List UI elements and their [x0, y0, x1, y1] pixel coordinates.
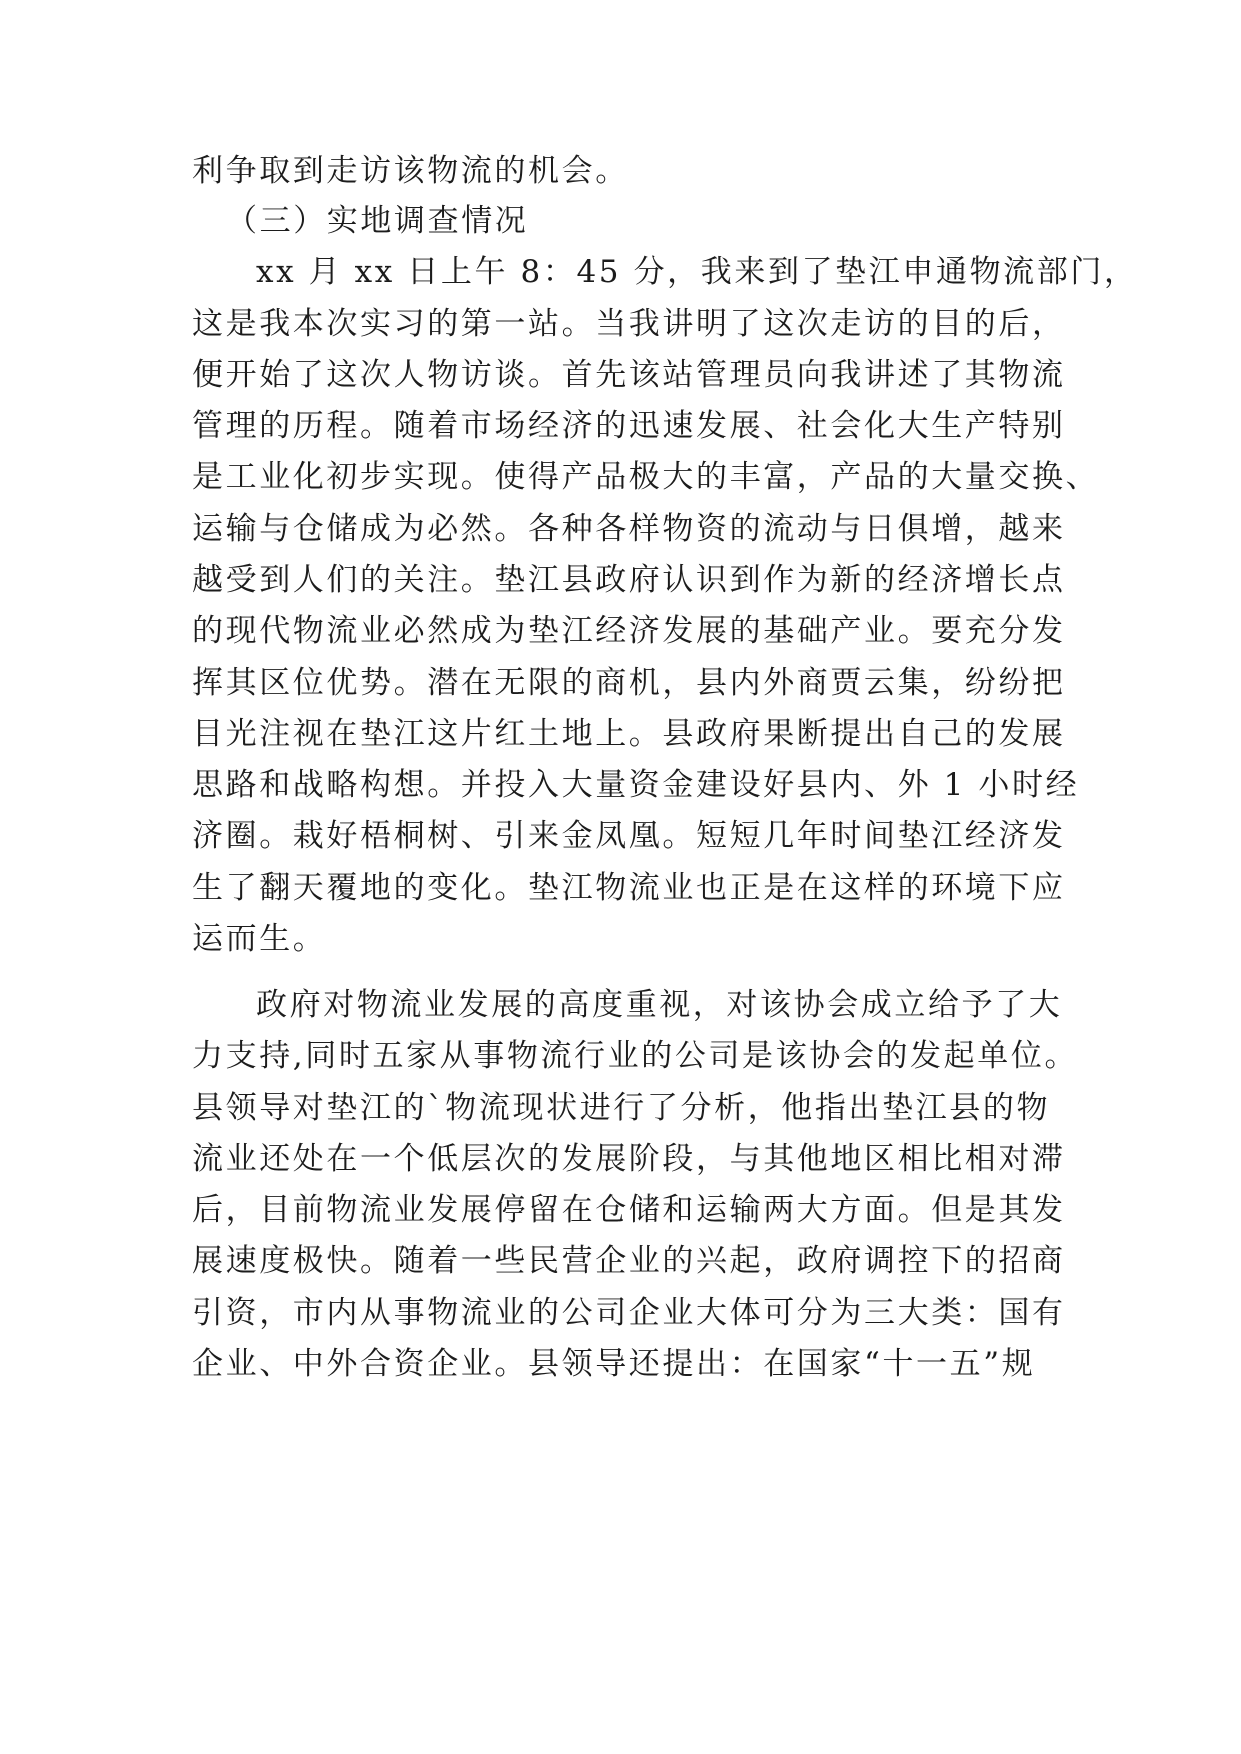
text-line: 流业还处在一个低层次的发展阶段，与其他地区相比相对滞 [192, 1141, 1066, 1177]
text-line: 引资，市内从事物流业的公司企业大体可分为三大类：国有 [192, 1295, 1066, 1331]
text-line: 管理的历程。随着市场经济的迅速发展、社会化大生产特别 [192, 408, 1066, 444]
text-line: 生了翻天覆地的变化。垫江物流业也正是在这样的环境下应 [192, 870, 1066, 906]
text-line: 的现代物流业必然成为垫江经济发展的基础产业。要充分发 [192, 613, 1066, 649]
text-line: 后，目前物流业发展停留在仓储和运输两大方面。但是其发 [192, 1192, 1066, 1228]
text-line: 县领导对垫江的`物流现状进行了分析，他指出垫江县的物 [192, 1090, 1051, 1126]
text-line: xx 月 xx 日上午 8：45 分，我来到了垫江申通物流部门， [256, 254, 1138, 290]
text-line: 挥其区位优势。潜在无限的商机，县内外商贾云集，纷纷把 [192, 665, 1066, 701]
text-line: 力支持,同时五家从事物流行业的公司是该协会的发起单位。 [192, 1038, 1079, 1074]
text-line: 便开始了这次人物访谈。首先该站管理员向我讲述了其物流 [192, 357, 1066, 393]
text-line: 利争取到走访该物流的机会。 [192, 153, 629, 189]
text-line: 目光注视在垫江这片红土地上。县政府果断提出自己的发展 [192, 716, 1066, 752]
text-line: 企业、中外合资企业。县领导还提出：在国家“十一五”规 [192, 1346, 1036, 1382]
text-line: 越受到人们的关注。垫江县政府认识到作为新的经济增长点 [192, 562, 1066, 598]
text-line: 运输与仓储成为必然。各种各样物资的流动与日俱增，越来 [192, 511, 1066, 547]
text-line: 济圈。栽好梧桐树、引来金凤凰。短短几年时间垫江经济发 [192, 818, 1066, 854]
section-heading: （三）实地调查情况 [226, 203, 529, 239]
text-line: 这是我本次实习的第一站。当我讲明了这次走访的目的后， [192, 306, 1066, 342]
text-line: 思路和战略构想。并投入大量资金建设好县内、外 1 小时经 [192, 767, 1080, 803]
text-line: 运而生。 [192, 921, 327, 957]
text-line: 是工业化初步实现。使得产品极大的丰富，产品的大量交换、 [192, 459, 1100, 495]
text-line: 政府对物流业发展的高度重视，对该协会成立给予了大 [256, 987, 1063, 1023]
text-line: 展速度极快。随着一些民营企业的兴起，政府调控下的招商 [192, 1243, 1066, 1279]
